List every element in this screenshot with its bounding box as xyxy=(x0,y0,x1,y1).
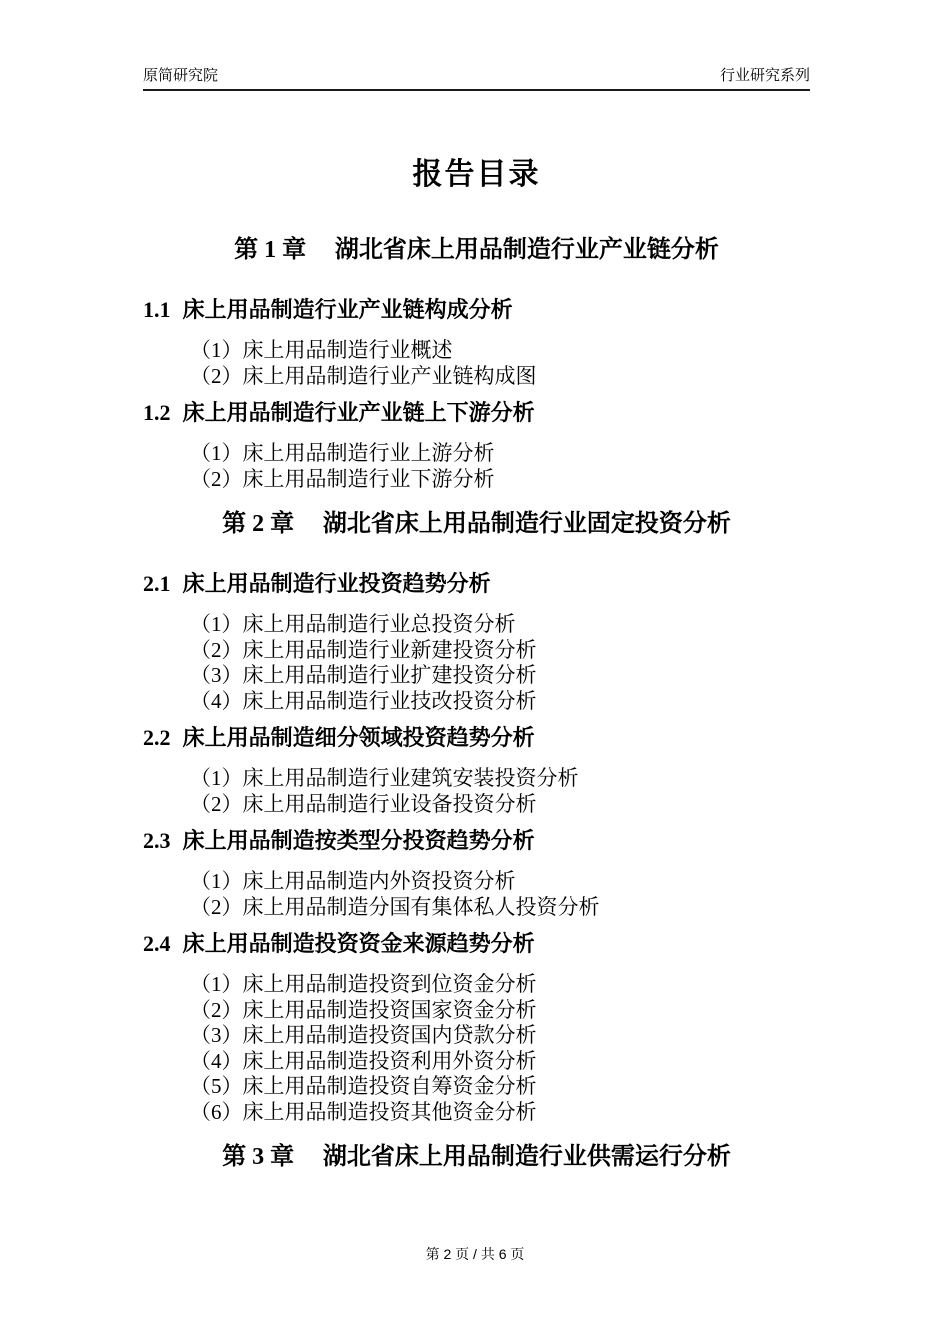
toc-item: （4）床上用品制造行业技改投资分析 xyxy=(190,688,537,713)
chapter-num: 第 1 章 xyxy=(234,237,307,263)
doc-title: 报告目录 xyxy=(412,158,541,191)
section-heading xyxy=(143,398,810,428)
toc-item: （6）床上用品制造投资其他资金分析 xyxy=(190,1099,537,1124)
toc-item: （2）床上用品制造投资国家资金分析 xyxy=(190,997,537,1022)
section-heading xyxy=(143,569,810,599)
toc-item: （3）床上用品制造行业扩建投资分析 xyxy=(190,663,537,687)
section-title: 床上用品制造行业投资趋势分析 xyxy=(182,571,491,596)
toc xyxy=(143,233,810,1174)
section-title: 床上用品制造行业产业链上下游分析 xyxy=(182,400,535,425)
section-title: 床上用品制造投资资金来源趋势分析 xyxy=(182,931,535,956)
toc-items xyxy=(143,338,810,389)
section-heading xyxy=(143,826,810,856)
toc-item: （2）床上用品制造行业设备投资分析 xyxy=(190,791,537,816)
toc-item: （1）床上用品制造行业上游分析 xyxy=(190,441,495,465)
chapter-heading xyxy=(143,1140,810,1174)
toc-item: （2）床上用品制造行业新建投资分析 xyxy=(190,637,537,662)
toc-items xyxy=(143,441,810,492)
toc-item: （1）床上用品制造投资到位资金分析 xyxy=(190,972,537,996)
header-right-text: 行业研究系列 xyxy=(719,67,810,84)
toc-item: （2）床上用品制造行业下游分析 xyxy=(190,466,495,491)
header-left-text: 原简研究院 xyxy=(143,67,219,84)
chapter-num: 第 2 章 xyxy=(222,511,295,537)
chapter-title: 湖北省床上用品制造行业供需运行分析 xyxy=(322,1144,731,1170)
toc-items xyxy=(143,869,810,920)
toc-items xyxy=(143,972,810,1125)
chapter-title: 湖北省床上用品制造行业产业链分析 xyxy=(334,237,719,263)
section-num: 1.2 xyxy=(143,400,171,425)
toc-item: （1）床上用品制造行业概述 xyxy=(190,338,453,362)
section-title: 床上用品制造行业产业链构成分析 xyxy=(182,297,513,322)
toc-item: （1）床上用品制造内外资投资分析 xyxy=(190,869,516,893)
section-num: 2.4 xyxy=(143,931,171,956)
toc-item: （2）床上用品制造行业产业链构成图 xyxy=(190,363,537,388)
toc-item: （1）床上用品制造行业总投资分析 xyxy=(190,612,516,636)
chapter-heading xyxy=(143,507,810,541)
toc-items xyxy=(143,766,810,817)
toc-item: （4）床上用品制造投资利用外资分析 xyxy=(190,1048,537,1073)
toc-item: （1）床上用品制造行业建筑安装投资分析 xyxy=(190,766,579,790)
page-header xyxy=(143,68,810,91)
section-title: 床上用品制造细分领域投资趋势分析 xyxy=(182,725,535,750)
section-heading xyxy=(143,929,810,959)
section-num: 2.2 xyxy=(143,725,171,750)
page-footer xyxy=(0,1246,950,1263)
toc-item: （3）床上用品制造投资国内贷款分析 xyxy=(190,1023,537,1047)
chapter-title: 湖北省床上用品制造行业固定投资分析 xyxy=(322,511,731,537)
toc-item: （2）床上用品制造分国有集体私人投资分析 xyxy=(190,894,600,919)
chapter-heading xyxy=(143,233,810,267)
section-title: 床上用品制造按类型分投资趋势分析 xyxy=(182,828,535,853)
section-num: 2.1 xyxy=(143,571,171,596)
toc-item: （5）床上用品制造投资自筹资金分析 xyxy=(190,1074,537,1098)
chapter-num: 第 3 章 xyxy=(222,1144,295,1170)
toc-items xyxy=(143,612,810,714)
section-num: 2.3 xyxy=(143,828,171,853)
section-num: 1.1 xyxy=(143,297,171,322)
section-heading xyxy=(143,723,810,753)
section-heading xyxy=(143,295,810,325)
page-number: 第 2 页 / 共 6 页 xyxy=(425,1246,525,1262)
